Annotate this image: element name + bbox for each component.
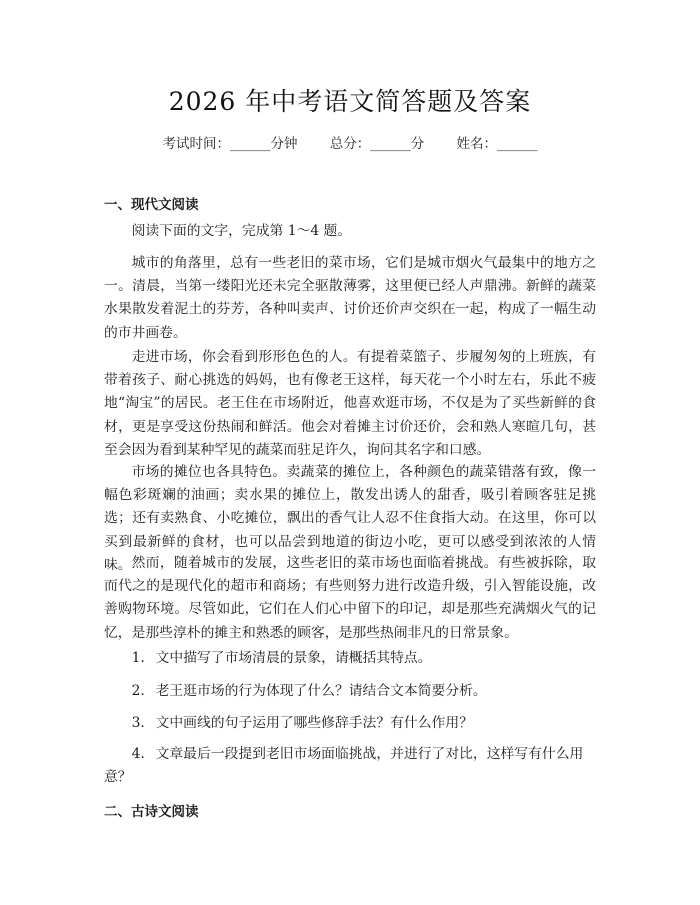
question-2 [104, 680, 596, 703]
exam-info-line [0, 132, 700, 152]
passage-paragraph-2: 走进市场，你会看到形形色色的人。有提着菜篮子、步履匆匆的上班族，有带着孩子、耐心挑选的妈妈，也有像老王这样，每天花一个小时左右，乐此不疲地“淘宝”的居民。老王住在市场附近，他喜欢逛市场，不仅是为了买些新鲜的食材，更是享受这份热闹和鲜活。他会对着摊主讨价还价，会和熟人寒暄几句，甚至会因为看到某种罕见的蔬菜而驻足许久，询问其名字和口感。 [104, 349, 596, 458]
question-number: 1. [131, 650, 145, 666]
question-4 [104, 743, 596, 789]
section-heading-classical: 二、古诗文阅读 [104, 804, 199, 820]
question-text: 文章最后一段提到老旧市场面临挑战，并进行了对比，这样写有什么用意？ [104, 746, 584, 786]
exam-time-field: 考试时间：______分钟 [162, 136, 298, 152]
question-1 [104, 647, 596, 670]
question-text: 老王逛市场的行为体现了什么？请结合文本简要分析。 [155, 683, 487, 699]
student-name-field: 姓名：______ [456, 136, 538, 152]
passage-paragraph-1: 城市的角落里，总有一些老旧的菜市场，它们是城市烟火气最集中的地方之一。清晨，当第一缕阳光还未完全驱散薄雾，这里便已经人声鼎沸。新鲜的蔬菜水果散发着泥土的芬芳，各种叫卖声、讨价还价声交织在一起，构成了一幅生动的市井画卷。 [104, 255, 596, 341]
question-text: 文中描写了市场清晨的景象，请概括其特点。 [155, 650, 432, 666]
question-number: 2. [131, 683, 145, 699]
question-number: 3. [131, 715, 145, 731]
document-title: 2026 年中考语文简答题及答案 [168, 87, 532, 116]
total-score-field: 总分：______分 [329, 136, 425, 152]
reading-instruction: 阅读下面的文字，完成第 1～4 题。 [131, 223, 352, 239]
passage-paragraph-3: 市场的摊位也各具特色。卖蔬菜的摊位上，各种颜色的蔬菜错落有致，像一幅色彩斑斓的油画；卖水果的摊位上，散发出诱人的甜香，吸引着顾客驻足挑选；还有卖熟食、小吃摊位，飘出的香气让人忍不住食指大动。在这里，你可以买到最新鲜的食材，也可以品尝到地道的街边小吃，更可以感受到浓浓的人情味。 [104, 464, 596, 573]
section-heading-reading: 一、现代文阅读 [104, 197, 199, 213]
question-number: 4. [131, 746, 145, 762]
passage-paragraph-4: 然而，随着城市的发展，这些老旧的菜市场也面临着挑战。有些被拆除，取而代之的是现代化的超市和商场；有些则努力进行改造升级，引入智能设施，改善购物环境。尽管如此，它们在人们心中留下的印记，却是那些充满烟火气的记忆，是那些淳朴的摊主和熟悉的顾客，是那些热闹非凡的日常景象。 [104, 555, 596, 641]
question-3 [104, 712, 596, 735]
question-text: 文中画线的句子运用了哪些修辞手法？有什么作用？ [155, 715, 473, 731]
